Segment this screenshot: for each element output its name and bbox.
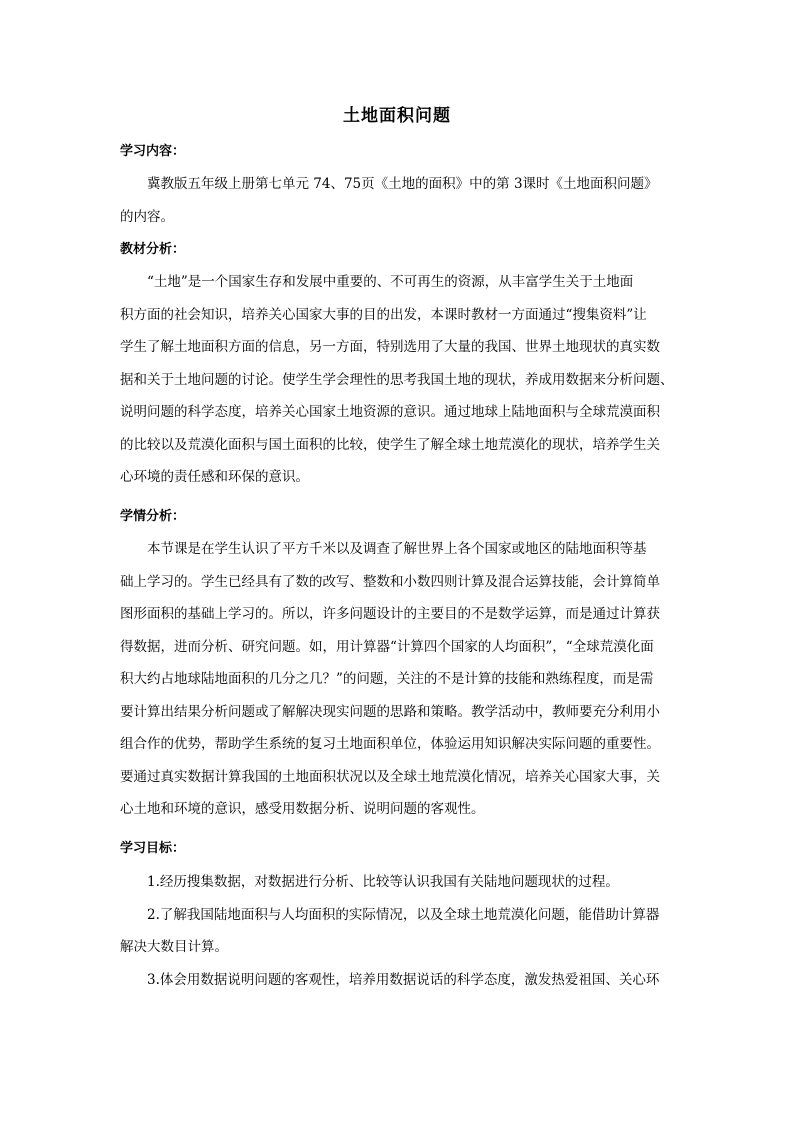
text-line: 础上学习的。学生已经具有了数的改写、整数和小数四则计算及混合运算技能，会计算简单 (120, 573, 660, 590)
text-line: 要通过真实数据计算我国的土地面积状况以及全球土地荒漠化情况，培养关心国家大事，关 (120, 768, 660, 785)
text-line: 得数据，进而分析、研究问题。如，用计算器“计算四个国家的人均面积”，“全球荒漠化面 (120, 638, 654, 655)
text-line: 的内容。 (120, 208, 174, 225)
text-line: 本节课是在学生认识了平方千米以及调查了解世界上各个国家或地区的陆地面积等基 (120, 541, 647, 557)
section-heading-textbook-analysis: 教材分析： (120, 242, 186, 257)
section-body-student-analysis (120, 533, 680, 826)
text-line: 说明问题的科学态度，培养关心国家土地资源的意识。通过地球上陆地面积与全球荒漠面积 (120, 404, 660, 420)
section-body-textbook-analysis (120, 266, 680, 494)
text-line: 要计算出结果分析问题或了解解决现实问题的思路和策略。教学活动中，教师要充分利用小 (120, 703, 660, 720)
text-line: 积方面的社会知识，培养关心国家大事的目的出发，本课时教材一方面通过“搜集资料”让 (120, 306, 647, 323)
section-body-learning-goals (120, 866, 680, 996)
text-line: 心环境的责任感和环保的意识。 (120, 469, 309, 485)
text-line: 冀教版五年级上册第七单元 74、75页《土地的面积》中的第 3课时《土地面积问题》 (120, 176, 658, 192)
text-line: 2.了解我国陆地面积与人均面积的实际情况，以及全球土地荒漠化问题，能借助计算器 (120, 906, 660, 923)
text-line: “土地”是一个国家生存和发展中重要的、不可再生的资源，从丰富学生关于土地面 (120, 274, 634, 290)
text-line: 组合作的优势，帮助学生系统的复习土地面积单位，体验运用知识解决实际问题的重要性。 (120, 736, 660, 752)
section-heading-student-analysis: 学情分析： (120, 509, 186, 524)
text-line: 心土地和环境的意识，感受用数据分析、说明问题的客观性。 (120, 801, 485, 817)
document-title: 土地面积问题 (343, 106, 451, 126)
text-line: 解决大数目计算。 (120, 939, 228, 955)
text-line: 学生了解土地面积方面的信息，另一方面，特别选用了大量的我国、世界土地现状的真实数 (120, 339, 660, 355)
text-line: 的比较以及荒漠化面积与国土面积的比较，使学生了解全球土地荒漠化的现状，培养学生关 (120, 436, 660, 453)
text-line: 积大约占地球陆地面积的几分之几？”的问题，关注的不是计算的技能和熟练程度，而是需 (120, 671, 654, 687)
text-line: 1.经历搜集数据，对数据进行分析、比较等认识我国有关陆地问题现状的过程。 (120, 874, 619, 890)
text-line: 图形面积的基础上学习的。所以，许多问题设计的主要目的不是数学运算，而是通过计算获 (120, 606, 660, 622)
text-line: 3.体会用数据说明问题的客观性，培养用数据说话的科学态度，激发热爱祖国、关心环 (120, 971, 660, 988)
section-heading-learning-goals: 学习目标： (120, 841, 186, 856)
section-body-learning-content (120, 168, 680, 233)
text-line: 据和关于土地问题的讨论。使学生学会理性的思考我国土地的现状，养成用数据来分析问题、 (120, 371, 674, 388)
section-heading-learning-content: 学习内容： (120, 144, 186, 159)
